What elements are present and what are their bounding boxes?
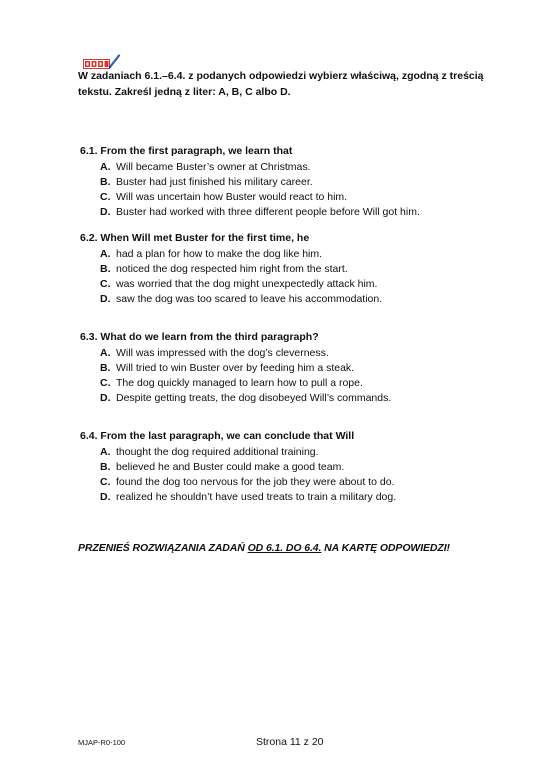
option-letter: B. — [100, 362, 111, 374]
task-instruction: W zadaniach 6.1.–6.4. z podanych odpowiedzi wybierz właściwą, zgodną z treścią tekstu. Zakreśl jedną z liter: A, B, C albo D. — [78, 70, 484, 98]
option-letter: D. — [100, 293, 111, 305]
option-b[interactable] — [100, 262, 500, 277]
option-letter: C. — [100, 377, 111, 389]
option-letter: A. — [100, 248, 111, 260]
option-b[interactable] — [100, 361, 500, 376]
task-title: 6.2. When Will met Buster for the first time, he — [80, 232, 310, 244]
option-text: was worried that the dog might unexpectedly attack him. — [116, 278, 378, 290]
exam-code: MJAP-R0-100 — [78, 738, 126, 747]
option-letter: C. — [100, 191, 111, 203]
option-letter: D. — [100, 206, 111, 218]
transfer-note — [78, 541, 450, 556]
task-6-1 — [80, 144, 500, 220]
option-text: believed he and Buster could make a good team. — [116, 461, 345, 473]
option-letter: B. — [100, 263, 111, 275]
option-a[interactable] — [100, 445, 500, 460]
option-letter: A. — [100, 347, 111, 359]
option-d[interactable] — [100, 490, 500, 505]
option-letter: D. — [100, 491, 111, 503]
task-title: 6.3. What do we learn from the third paragraph? — [80, 331, 319, 343]
option-text: Buster had just finished his military career. — [116, 176, 313, 188]
option-b[interactable] — [100, 460, 500, 475]
task-title: 6.4. From the last paragraph, we can conclude that Will — [80, 430, 355, 442]
option-a[interactable] — [100, 247, 500, 262]
option-letter: A. — [100, 446, 111, 458]
option-text: Will was uncertain how Buster would react to him. — [116, 191, 348, 203]
option-b[interactable] — [100, 175, 500, 190]
option-c[interactable] — [100, 376, 500, 391]
option-text: realized he shouldn’t have used treats to train a military dog. — [116, 491, 397, 503]
option-text: Will tried to win Buster over by feeding him a steak. — [116, 362, 355, 374]
option-letter: B. — [100, 461, 111, 473]
option-text: Will was impressed with the dog’s cleverness. — [116, 347, 329, 359]
transfer-note-end: NA KARTĘ ODPOWIEDZI! — [321, 542, 450, 554]
option-text: noticed the dog respected him right from the start. — [116, 263, 348, 275]
option-letter: B. — [100, 176, 111, 188]
task-6-4 — [80, 429, 500, 505]
option-a[interactable] — [100, 160, 500, 175]
option-text: thought the dog required additional training. — [116, 446, 319, 458]
option-c[interactable] — [100, 277, 500, 292]
option-text: saw the dog was too scared to leave his accommodation. — [116, 293, 383, 305]
option-d[interactable] — [100, 391, 500, 406]
task-6-3 — [80, 330, 500, 406]
option-text: The dog quickly managed to learn how to pull a rope. — [116, 377, 363, 389]
task-title: 6.1. From the first paragraph, we learn that — [80, 145, 293, 157]
option-c[interactable] — [100, 475, 500, 490]
option-letter: D. — [100, 392, 111, 404]
option-letter: A. — [100, 161, 111, 173]
option-d[interactable] — [100, 292, 500, 307]
page-number: Strona 11 z 20 — [256, 736, 324, 748]
option-c[interactable] — [100, 190, 500, 205]
option-letter: C. — [100, 278, 111, 290]
option-text: Will became Buster’s owner at Christmas. — [116, 161, 311, 173]
transfer-note-range: OD 6.1. DO 6.4. — [247, 542, 322, 554]
option-text: Buster had worked with three different people before Will got him. — [116, 206, 420, 218]
option-text: found the dog too nervous for the job they were about to do. — [116, 476, 395, 488]
transfer-note-start: PRZENIEŚ ROZWIĄZANIA ZADAŃ — [78, 542, 248, 554]
option-a[interactable] — [100, 346, 500, 361]
option-d[interactable] — [100, 205, 500, 220]
option-letter: C. — [100, 476, 111, 488]
option-text: Despite getting treats, the dog disobeyed Will’s commands. — [116, 392, 392, 404]
task-6-2 — [80, 231, 500, 307]
option-text: had a plan for how to make the dog like him. — [116, 248, 323, 260]
